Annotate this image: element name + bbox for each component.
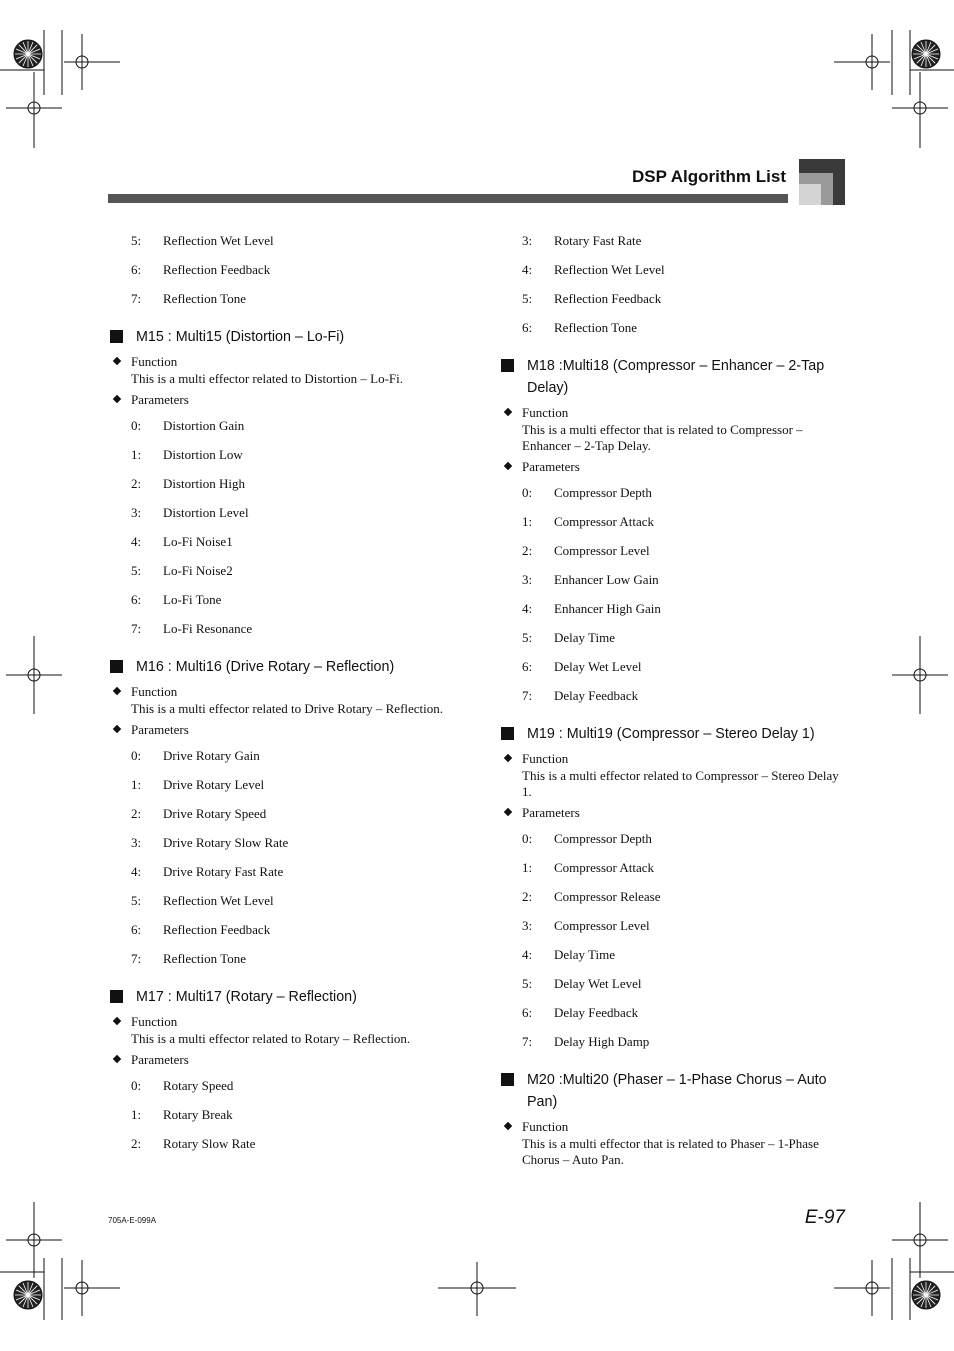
parameter-number: 0:: [131, 418, 142, 433]
parameter-number: 3:: [131, 505, 142, 520]
parameter-label: Reflection Wet Level: [554, 262, 665, 277]
function-label: Function: [131, 1014, 178, 1029]
parameter-number: 7:: [522, 688, 533, 703]
parameter-list: [108, 1074, 458, 1161]
parameter-list: [499, 481, 849, 713]
parameter-item: [108, 443, 458, 472]
section-heading: [499, 1069, 849, 1113]
parameter-label: Distortion Low: [163, 447, 243, 462]
parameter-number: 5:: [522, 976, 533, 991]
parameter-number: 4:: [522, 601, 533, 616]
parameter-number: 5:: [131, 233, 142, 248]
parameter-item: [108, 1132, 458, 1161]
parameter-label: Lo-Fi Tone: [163, 592, 222, 607]
parameter-item: [499, 972, 849, 1001]
black-square-icon: [110, 990, 123, 1003]
page-number: E-97: [804, 1207, 845, 1228]
parameter-item: [108, 287, 458, 316]
diamond-bullet-icon: [504, 808, 512, 816]
function-heading: [499, 1117, 849, 1136]
parameter-item: [108, 530, 458, 559]
section-heading: [108, 326, 458, 348]
parameter-number: 7:: [131, 621, 142, 636]
parameter-label: Compressor Level: [554, 918, 650, 933]
parameter-number: 7:: [131, 951, 142, 966]
parameter-label: Rotary Break: [163, 1107, 233, 1122]
parameter-label: Drive Rotary Gain: [163, 748, 260, 763]
parameters-label: Parameters: [131, 1052, 189, 1067]
parameter-label: Reflection Feedback: [163, 922, 271, 937]
parameter-item: [108, 559, 458, 588]
page-title: DSP Algorithm List: [632, 167, 786, 186]
parameters-heading: [108, 390, 458, 409]
parameter-number: 2:: [131, 806, 142, 821]
parameter-number: 1:: [131, 447, 142, 462]
parameter-item: [108, 860, 458, 889]
section-title: M20 :Multi20 (Phaser – 1-Phase Chorus – Auto Pan): [527, 1072, 827, 1110]
diamond-bullet-icon: [113, 725, 121, 733]
parameter-item: [499, 481, 849, 510]
parameter-item: [499, 539, 849, 568]
parameter-item: [499, 655, 849, 684]
parameter-label: Reflection Feedback: [554, 291, 662, 306]
parameter-number: 3:: [522, 233, 533, 248]
parameter-item: [499, 287, 849, 316]
parameter-number: 7:: [131, 291, 142, 306]
parameter-label: Rotary Speed: [163, 1078, 234, 1093]
parameter-label: Delay Wet Level: [554, 659, 642, 674]
parameters-heading: [499, 457, 849, 476]
parameter-label: Lo-Fi Noise2: [163, 563, 233, 578]
diamond-bullet-icon: [113, 1017, 121, 1025]
parameter-item: [499, 626, 849, 655]
parameter-number: 1:: [522, 514, 533, 529]
parameter-item: [108, 617, 458, 646]
parameter-item: [108, 588, 458, 617]
parameter-number: 6:: [522, 659, 533, 674]
parameter-list: [108, 414, 458, 646]
parameter-item: [108, 918, 458, 947]
function-label: Function: [522, 751, 569, 766]
parameter-item: [499, 597, 849, 626]
parameter-item: [499, 229, 849, 258]
parameter-item: [499, 1001, 849, 1030]
parameter-label: Drive Rotary Slow Rate: [163, 835, 289, 850]
diamond-bullet-icon: [504, 754, 512, 762]
parameter-label: Enhancer High Gain: [554, 601, 661, 616]
parameter-number: 5:: [522, 291, 533, 306]
parameters-label: Parameters: [522, 459, 580, 474]
parameter-number: 4:: [522, 947, 533, 962]
parameter-number: 1:: [131, 777, 142, 792]
diamond-bullet-icon: [113, 1055, 121, 1063]
parameter-number: 3:: [522, 918, 533, 933]
left-column: [108, 229, 458, 1161]
parameter-label: Reflection Tone: [163, 951, 246, 966]
function-label: Function: [522, 1119, 569, 1134]
section-title: M15 : Multi15 (Distortion – Lo-Fi): [136, 329, 345, 345]
parameter-number: 0:: [131, 748, 142, 763]
effect-section: [499, 1069, 849, 1168]
parameter-item: [499, 510, 849, 539]
parameter-item: [108, 744, 458, 773]
function-heading: [499, 749, 849, 768]
black-square-icon: [110, 660, 123, 673]
parameter-item: [108, 414, 458, 443]
continued-param-list: [108, 229, 458, 316]
parameter-label: Compressor Attack: [554, 860, 655, 875]
parameter-label: Rotary Fast Rate: [554, 233, 642, 248]
function-heading: [499, 403, 849, 422]
parameter-number: 6:: [522, 320, 533, 335]
continued-param-list: [499, 229, 849, 345]
header-rule: [108, 194, 788, 203]
section-heading: [499, 723, 849, 745]
parameter-item: [499, 856, 849, 885]
section-title: M16 : Multi16 (Drive Rotary – Reflection): [136, 659, 395, 675]
parameter-number: 0:: [131, 1078, 142, 1093]
parameter-label: Reflection Tone: [554, 320, 637, 335]
document-code: 705A-E-099A: [108, 1216, 157, 1225]
parameter-label: Drive Rotary Speed: [163, 806, 267, 821]
parameter-label: Compressor Attack: [554, 514, 655, 529]
section-title: M18 :Multi18 (Compressor – Enhancer – 2-Tap Delay): [527, 358, 825, 396]
parameter-label: Delay Time: [554, 630, 616, 645]
parameter-number: 2:: [522, 543, 533, 558]
black-square-icon: [501, 1073, 514, 1086]
section-title: M17 : Multi17 (Rotary – Reflection): [136, 989, 357, 1005]
effect-section: [108, 656, 458, 976]
parameter-number: 2:: [131, 476, 142, 491]
function-label: Function: [131, 354, 178, 369]
parameter-label: Drive Rotary Level: [163, 777, 265, 792]
parameter-label: Delay Feedback: [554, 1005, 639, 1020]
parameter-label: Reflection Tone: [163, 291, 246, 306]
diamond-bullet-icon: [113, 687, 121, 695]
parameter-label: Compressor Level: [554, 543, 650, 558]
right-column: [499, 229, 849, 1171]
parameter-number: 5:: [522, 630, 533, 645]
diamond-bullet-icon: [113, 395, 121, 403]
parameter-number: 0:: [522, 485, 533, 500]
effect-section: [499, 355, 849, 713]
section-title: M19 : Multi19 (Compressor – Stereo Delay 1): [527, 726, 815, 742]
parameter-label: Delay Time: [554, 947, 616, 962]
parameter-item: [108, 802, 458, 831]
parameter-label: Delay Wet Level: [554, 976, 642, 991]
parameter-item: [499, 914, 849, 943]
function-description: This is a multi effector related to Drive Rotary – Reflection.: [131, 701, 444, 716]
parameter-number: 5:: [131, 893, 142, 908]
parameter-item: [499, 568, 849, 597]
parameter-number: 1:: [131, 1107, 142, 1122]
parameter-item: [108, 889, 458, 918]
parameter-number: 5:: [131, 563, 142, 578]
parameter-list: [108, 744, 458, 976]
function-description: This is a multi effector that is related to Phaser – 1-Phase Chorus – Auto Pan.: [522, 1136, 819, 1167]
parameter-label: Compressor Depth: [554, 485, 652, 500]
parameter-number: 4:: [131, 534, 142, 549]
parameter-item: [108, 472, 458, 501]
parameter-number: 6:: [131, 262, 142, 277]
parameter-label: Reflection Wet Level: [163, 233, 274, 248]
section-heading: [108, 986, 458, 1008]
parameter-number: 3:: [522, 572, 533, 587]
parameter-item: [499, 1030, 849, 1059]
parameter-label: Reflection Feedback: [163, 262, 271, 277]
black-square-icon: [110, 330, 123, 343]
parameter-item: [499, 258, 849, 287]
parameter-item: [499, 316, 849, 345]
function-label: Function: [522, 405, 569, 420]
function-description: This is a multi effector related to Distortion – Lo-Fi.: [131, 371, 403, 386]
parameters-label: Parameters: [131, 722, 189, 737]
parameter-item: [108, 258, 458, 287]
parameters-heading: [108, 1050, 458, 1069]
parameters-heading: [499, 803, 849, 822]
parameter-number: 6:: [522, 1005, 533, 1020]
parameter-item: [108, 831, 458, 860]
parameter-item: [499, 684, 849, 713]
parameter-item: [499, 885, 849, 914]
parameter-number: 4:: [131, 864, 142, 879]
parameter-label: Distortion Gain: [163, 418, 245, 433]
parameter-number: 2:: [522, 889, 533, 904]
parameter-item: [108, 501, 458, 530]
parameter-label: Delay Feedback: [554, 688, 639, 703]
parameter-number: 6:: [131, 592, 142, 607]
parameter-number: 0:: [522, 831, 533, 846]
parameter-label: Lo-Fi Noise1: [163, 534, 233, 549]
parameter-label: Reflection Wet Level: [163, 893, 274, 908]
parameter-label: Distortion Level: [163, 505, 249, 520]
parameter-number: 1:: [522, 860, 533, 875]
parameters-label: Parameters: [522, 805, 580, 820]
parameter-item: [499, 827, 849, 856]
header-tab-graphic: [799, 159, 845, 205]
parameter-label: Lo-Fi Resonance: [163, 621, 253, 636]
function-heading: [108, 352, 458, 371]
parameter-label: Delay High Damp: [554, 1034, 650, 1049]
function-heading: [108, 1012, 458, 1031]
diamond-bullet-icon: [113, 357, 121, 365]
section-heading: [499, 355, 849, 399]
parameters-label: Parameters: [131, 392, 189, 407]
parameter-number: 3:: [131, 835, 142, 850]
effect-section: [499, 723, 849, 1059]
function-description: This is a multi effector related to Compressor – Stereo Delay 1.: [522, 768, 839, 799]
effect-section: [108, 326, 458, 646]
parameter-item: [108, 773, 458, 802]
black-square-icon: [501, 727, 514, 740]
parameter-item: [108, 1074, 458, 1103]
parameter-number: 7:: [522, 1034, 533, 1049]
parameters-heading: [108, 720, 458, 739]
parameter-item: [108, 1103, 458, 1132]
diamond-bullet-icon: [504, 1122, 512, 1130]
function-description: This is a multi effector related to Rotary – Reflection.: [131, 1031, 411, 1046]
parameter-label: Distortion High: [163, 476, 245, 491]
parameter-label: Drive Rotary Fast Rate: [163, 864, 284, 879]
parameter-item: [108, 947, 458, 976]
diamond-bullet-icon: [504, 408, 512, 416]
function-label: Function: [131, 684, 178, 699]
parameter-list: [499, 827, 849, 1059]
parameter-label: Compressor Release: [554, 889, 661, 904]
parameter-item: [499, 943, 849, 972]
parameter-number: 6:: [131, 922, 142, 937]
function-heading: [108, 682, 458, 701]
parameter-label: Compressor Depth: [554, 831, 652, 846]
effect-section: [108, 986, 458, 1161]
parameter-number: 4:: [522, 262, 533, 277]
diamond-bullet-icon: [504, 462, 512, 470]
parameter-label: Enhancer Low Gain: [554, 572, 659, 587]
parameter-item: [108, 229, 458, 258]
parameter-number: 2:: [131, 1136, 142, 1151]
black-square-icon: [501, 359, 514, 372]
section-heading: [108, 656, 458, 678]
function-description: This is a multi effector that is related to Compressor – Enhancer – 2-Tap Delay.: [522, 422, 803, 453]
parameter-label: Rotary Slow Rate: [163, 1136, 256, 1151]
